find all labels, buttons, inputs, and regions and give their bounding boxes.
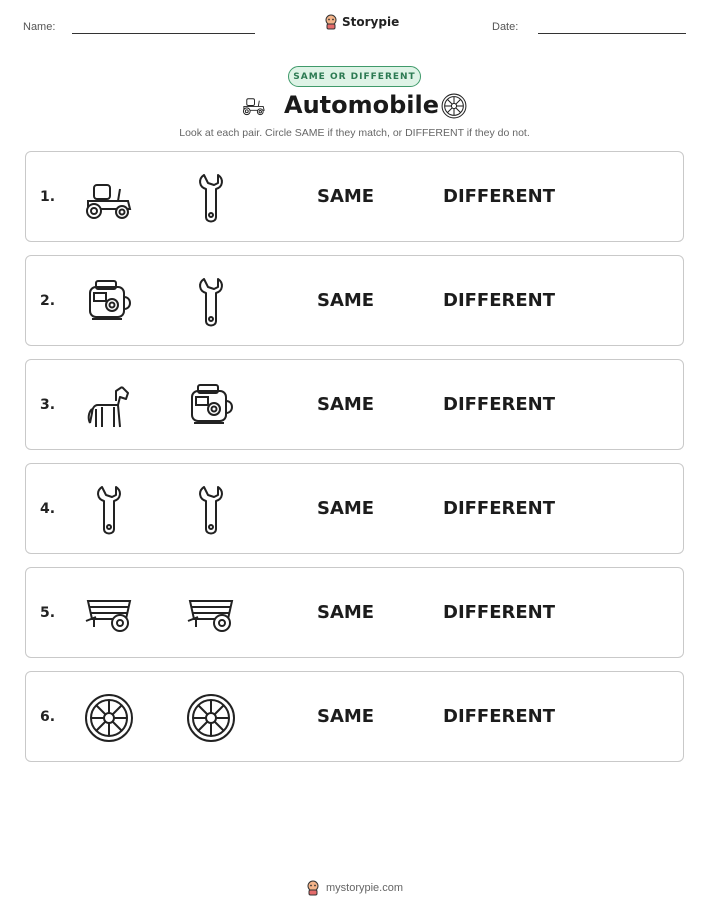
question-number: 2. — [40, 293, 56, 309]
wheel-icon — [440, 92, 468, 120]
storypie-mascot-icon — [324, 14, 338, 30]
wrench-icon — [184, 483, 238, 537]
same-choice[interactable]: SAME — [317, 290, 375, 311]
name-line[interactable] — [72, 33, 255, 34]
engine-icon — [82, 275, 136, 329]
page-title: Automobile — [284, 91, 440, 119]
horse-icon — [82, 379, 136, 433]
same-choice[interactable]: SAME — [317, 394, 375, 415]
storypie-mascot-icon — [306, 880, 320, 896]
tractor-icon — [82, 171, 136, 225]
question-number: 5. — [40, 605, 56, 621]
engine-icon — [184, 379, 238, 433]
different-choice[interactable]: DIFFERENT — [443, 290, 556, 311]
footer — [306, 880, 403, 896]
different-choice[interactable]: DIFFERENT — [443, 602, 556, 623]
different-choice[interactable]: DIFFERENT — [443, 186, 556, 207]
same-choice[interactable]: SAME — [317, 186, 375, 207]
question-number: 4. — [40, 501, 56, 517]
different-choice[interactable]: DIFFERENT — [443, 394, 556, 415]
name-label: Name: — [23, 21, 56, 33]
instructions: Look at each pair. Circle SAME if they match, or DIFFERENT if they do not. — [179, 127, 530, 139]
wheel-icon — [82, 691, 136, 745]
brand-name: Storypie — [342, 15, 400, 29]
question-number: 3. — [40, 397, 56, 413]
title-wheel — [440, 92, 468, 120]
same-choice[interactable]: SAME — [317, 602, 375, 623]
different-choice[interactable]: DIFFERENT — [443, 498, 556, 519]
date-label: Date: — [492, 21, 519, 33]
cart-icon — [184, 587, 238, 641]
wrench-icon — [184, 275, 238, 329]
cart-icon — [82, 587, 136, 641]
title-tractor — [239, 92, 269, 118]
question-row — [25, 359, 684, 450]
same-choice[interactable]: SAME — [317, 498, 375, 519]
wrench-icon — [82, 483, 136, 537]
footer-url: mystorypie.com — [326, 882, 404, 894]
question-row — [25, 671, 684, 762]
question-row — [25, 255, 684, 346]
tractor-icon — [239, 92, 269, 118]
date-line[interactable] — [538, 33, 686, 34]
question-number: 6. — [40, 709, 56, 725]
different-choice[interactable]: DIFFERENT — [443, 706, 556, 727]
question-row — [25, 463, 684, 554]
wrench-icon — [184, 171, 238, 225]
same-choice[interactable]: SAME — [317, 706, 375, 727]
question-row — [25, 151, 684, 242]
question-number: 1. — [40, 189, 56, 205]
question-row — [25, 567, 684, 658]
brand-logo — [324, 14, 399, 30]
wheel-icon — [184, 691, 238, 745]
activity-badge: SAME OR DIFFERENT — [288, 66, 421, 87]
